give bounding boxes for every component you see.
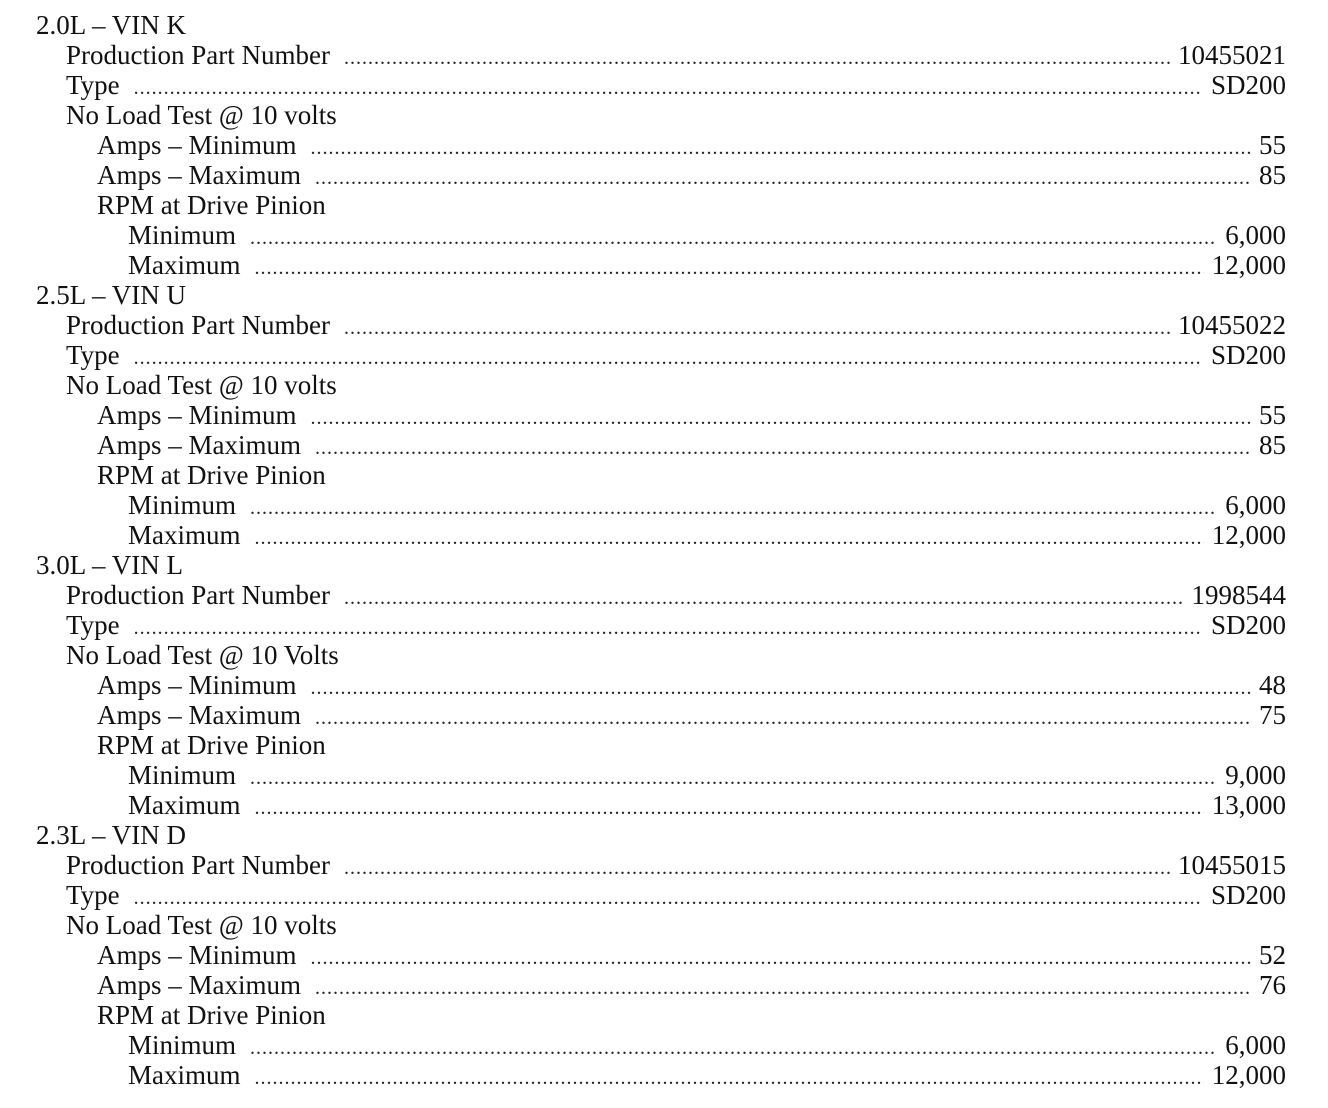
amps-max-value: 85 xyxy=(1259,160,1286,190)
amps-min-row xyxy=(0,670,1328,700)
dot-leader xyxy=(134,343,1203,373)
rpm-heading: RPM at Drive Pinion xyxy=(97,1000,326,1030)
rpm-max-value: 13,000 xyxy=(1211,790,1286,820)
dot-leader xyxy=(250,763,1217,793)
amps-max-label: Amps – Maximum xyxy=(97,700,302,730)
no-load-test-label: No Load Test @ 10 volts xyxy=(66,100,337,130)
dot-leader xyxy=(134,613,1203,643)
type-row xyxy=(0,70,1328,100)
amps-min-value: 55 xyxy=(1259,400,1286,430)
dot-leader xyxy=(311,133,1251,163)
rpm-heading: RPM at Drive Pinion xyxy=(97,730,326,760)
amps-min-row xyxy=(0,130,1328,160)
amps-min-label: Amps – Minimum xyxy=(97,130,297,160)
rpm-min-row xyxy=(0,490,1328,520)
dot-leader xyxy=(255,793,1204,823)
section-heading-row xyxy=(0,280,1328,310)
rpm-max-row xyxy=(0,790,1328,820)
dot-leader xyxy=(134,73,1203,103)
rpm-max-row xyxy=(0,520,1328,550)
part-number-label: Production Part Number xyxy=(66,310,330,340)
rpm-max-label: Maximum xyxy=(128,1060,241,1090)
rpm-heading: RPM at Drive Pinion xyxy=(97,190,326,220)
part-number-row xyxy=(0,580,1328,610)
part-number-row xyxy=(0,310,1328,340)
amps-min-row xyxy=(0,400,1328,430)
rpm-min-value: 9,000 xyxy=(1225,760,1286,790)
amps-max-label: Amps – Maximum xyxy=(97,970,302,1000)
rpm-min-label: Minimum xyxy=(128,490,237,520)
part-number-label: Production Part Number xyxy=(66,850,330,880)
no-load-test-label: No Load Test @ 10 Volts xyxy=(66,640,339,670)
amps-min-label: Amps – Minimum xyxy=(97,940,297,970)
rpm-max-value: 12,000 xyxy=(1211,1060,1286,1090)
rpm-max-label: Maximum xyxy=(128,250,241,280)
rpm-min-value: 6,000 xyxy=(1225,1030,1286,1060)
rpm-min-row xyxy=(0,220,1328,250)
type-label: Type xyxy=(66,70,120,100)
dot-leader xyxy=(255,253,1204,283)
dot-leader xyxy=(315,973,1251,1003)
rpm-max-value: 12,000 xyxy=(1211,250,1286,280)
rpm-max-row xyxy=(0,1060,1328,1090)
engine-section xyxy=(0,10,1328,280)
rpm-heading-row xyxy=(0,730,1328,760)
section-heading: 2.5L – VIN U xyxy=(36,280,186,310)
no-load-test-row xyxy=(0,910,1328,940)
dot-leader xyxy=(315,433,1251,463)
amps-max-label: Amps – Maximum xyxy=(97,160,302,190)
amps-min-value: 52 xyxy=(1259,940,1286,970)
type-label: Type xyxy=(66,340,120,370)
rpm-min-label: Minimum xyxy=(128,1030,237,1060)
dot-leader xyxy=(344,313,1170,343)
amps-max-row xyxy=(0,160,1328,190)
section-heading: 2.0L – VIN K xyxy=(36,10,186,40)
amps-min-row xyxy=(0,940,1328,970)
section-heading-row xyxy=(0,10,1328,40)
type-label: Type xyxy=(66,880,120,910)
type-row xyxy=(0,610,1328,640)
no-load-test-row xyxy=(0,370,1328,400)
rpm-min-label: Minimum xyxy=(128,760,237,790)
type-row xyxy=(0,880,1328,910)
amps-max-value: 76 xyxy=(1259,970,1286,1000)
type-value: SD200 xyxy=(1210,340,1286,370)
part-number-label: Production Part Number xyxy=(66,580,330,610)
dot-leader xyxy=(315,163,1251,193)
spec-document xyxy=(0,10,1328,1090)
no-load-test-row xyxy=(0,100,1328,130)
amps-min-value: 48 xyxy=(1259,670,1286,700)
dot-leader xyxy=(134,883,1203,913)
type-value: SD200 xyxy=(1210,880,1286,910)
dot-leader xyxy=(311,673,1251,703)
amps-max-value: 85 xyxy=(1259,430,1286,460)
part-number-label: Production Part Number xyxy=(66,40,330,70)
part-number-value: 10455021 xyxy=(1178,40,1286,70)
dot-leader xyxy=(250,1033,1217,1063)
dot-leader xyxy=(250,493,1217,523)
dot-leader xyxy=(311,403,1251,433)
part-number-value: 10455022 xyxy=(1178,310,1286,340)
engine-section xyxy=(0,280,1328,550)
rpm-max-row xyxy=(0,250,1328,280)
rpm-heading: RPM at Drive Pinion xyxy=(97,460,326,490)
dot-leader xyxy=(255,1063,1204,1093)
part-number-row xyxy=(0,40,1328,70)
section-heading: 3.0L – VIN L xyxy=(36,550,183,580)
type-label: Type xyxy=(66,610,120,640)
amps-max-row xyxy=(0,970,1328,1000)
amps-max-row xyxy=(0,700,1328,730)
rpm-min-row xyxy=(0,760,1328,790)
no-load-test-label: No Load Test @ 10 volts xyxy=(66,370,337,400)
rpm-heading-row xyxy=(0,190,1328,220)
dot-leader xyxy=(255,523,1204,553)
section-heading-row xyxy=(0,550,1328,580)
rpm-min-value: 6,000 xyxy=(1225,220,1286,250)
no-load-test-row xyxy=(0,640,1328,670)
dot-leader xyxy=(315,703,1251,733)
dot-leader xyxy=(344,583,1184,613)
amps-min-value: 55 xyxy=(1259,130,1286,160)
rpm-max-value: 12,000 xyxy=(1211,520,1286,550)
rpm-min-label: Minimum xyxy=(128,220,237,250)
dot-leader xyxy=(344,853,1170,883)
part-number-row xyxy=(0,850,1328,880)
amps-max-row xyxy=(0,430,1328,460)
type-row xyxy=(0,340,1328,370)
part-number-value: 10455015 xyxy=(1178,850,1286,880)
dot-leader xyxy=(250,223,1217,253)
engine-section xyxy=(0,820,1328,1090)
type-value: SD200 xyxy=(1210,70,1286,100)
rpm-heading-row xyxy=(0,1000,1328,1030)
section-heading-row xyxy=(0,820,1328,850)
rpm-max-label: Maximum xyxy=(128,790,241,820)
amps-min-label: Amps – Minimum xyxy=(97,670,297,700)
rpm-max-label: Maximum xyxy=(128,520,241,550)
no-load-test-label: No Load Test @ 10 volts xyxy=(66,910,337,940)
section-heading: 2.3L – VIN D xyxy=(36,820,186,850)
rpm-min-row xyxy=(0,1030,1328,1060)
amps-max-value: 75 xyxy=(1259,700,1286,730)
engine-section xyxy=(0,550,1328,820)
rpm-heading-row xyxy=(0,460,1328,490)
part-number-value: 1998544 xyxy=(1191,580,1286,610)
type-value: SD200 xyxy=(1210,610,1286,640)
dot-leader xyxy=(344,43,1170,73)
amps-min-label: Amps – Minimum xyxy=(97,400,297,430)
amps-max-label: Amps – Maximum xyxy=(97,430,302,460)
rpm-min-value: 6,000 xyxy=(1225,490,1286,520)
dot-leader xyxy=(311,943,1251,973)
